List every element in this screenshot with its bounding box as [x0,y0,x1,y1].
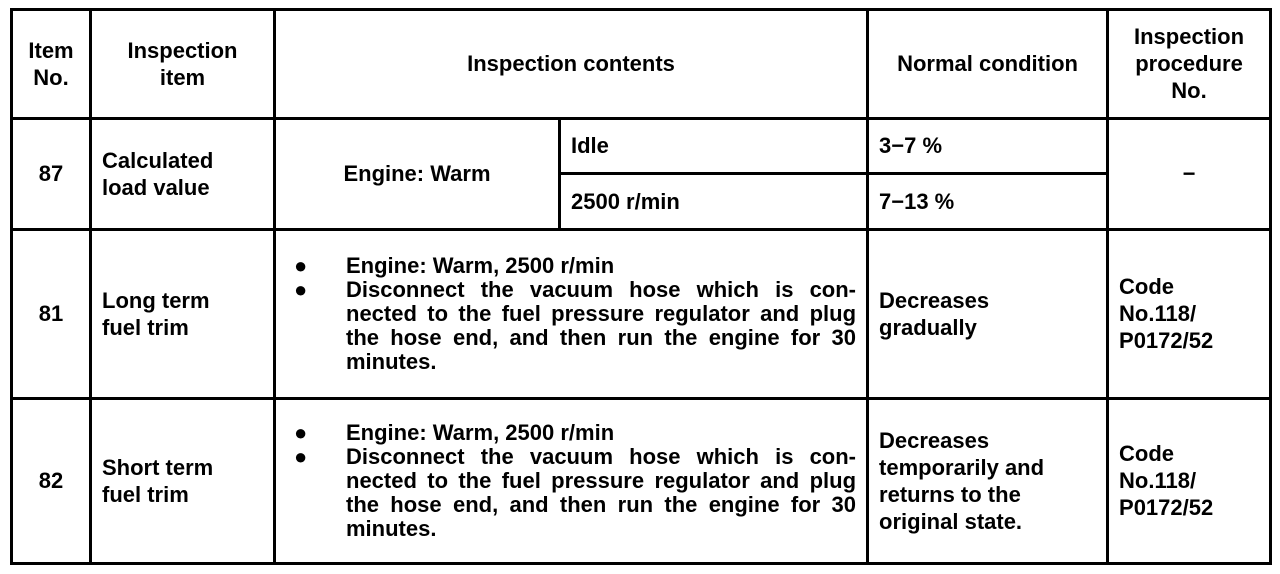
header-inspection-contents: Inspection contents [275,10,868,119]
item-no-cell: 87 [12,118,91,229]
table-row [12,398,1271,563]
header-row [12,10,1271,119]
normal-condition-cell: Decreases temporarily and returns to the original state. [868,398,1108,563]
bullet-icon: ● [294,419,308,445]
header-procedure-no: Inspection procedure No. [1108,10,1271,119]
bullet-list [286,421,856,541]
procedure-cell: − [1108,118,1271,229]
header-normal-condition: Normal condition [868,10,1108,119]
header-inspection-item: Inspection item [91,10,275,119]
contents-main-cell: Engine: Warm [275,118,560,229]
inspection-table [10,8,1272,565]
inspection-item-cell: Calculated load value [91,118,275,229]
list-item: ● Engine: Warm, 2500 r/min [294,419,615,445]
table-row [12,229,1271,398]
sub-condition-cell: 2500 r/min [560,174,868,229]
normal-condition-cell: 7−13 % [868,174,1108,229]
contents-cell [275,229,868,398]
contents-cell [275,398,868,563]
procedure-cell: Code No.118/ P0172/52 [1108,229,1271,398]
list-item: ● Disconnect the vacuum hose which is con-nected to the fuel pressure regulator and plug the hose end, and then run the engine for 30 minutes. [294,443,857,541]
bullet-icon: ● [294,443,308,469]
procedure-cell: Code No.118/ P0172/52 [1108,398,1271,563]
normal-condition-cell: 3−7 % [868,118,1108,173]
inspection-item-cell: Short term fuel trim [91,398,275,563]
item-no-cell: 82 [12,398,91,563]
bullet-icon: ● [294,276,308,302]
bullet-icon: ● [294,252,308,278]
table-row [12,118,1271,173]
inspection-item-cell: Long term fuel trim [91,229,275,398]
list-item: ● Disconnect the vacuum hose which is con-nected to the fuel pressure regulator and plug the hose end, and then run the engine for 30 minutes. [294,276,857,374]
bullet-list [286,254,856,374]
item-no-cell: 81 [12,229,91,398]
header-item-no: Item No. [12,10,91,119]
normal-condition-cell: Decreases gradually [868,229,1108,398]
sub-condition-cell: Idle [560,118,868,173]
list-item: ● Engine: Warm, 2500 r/min [294,252,615,278]
